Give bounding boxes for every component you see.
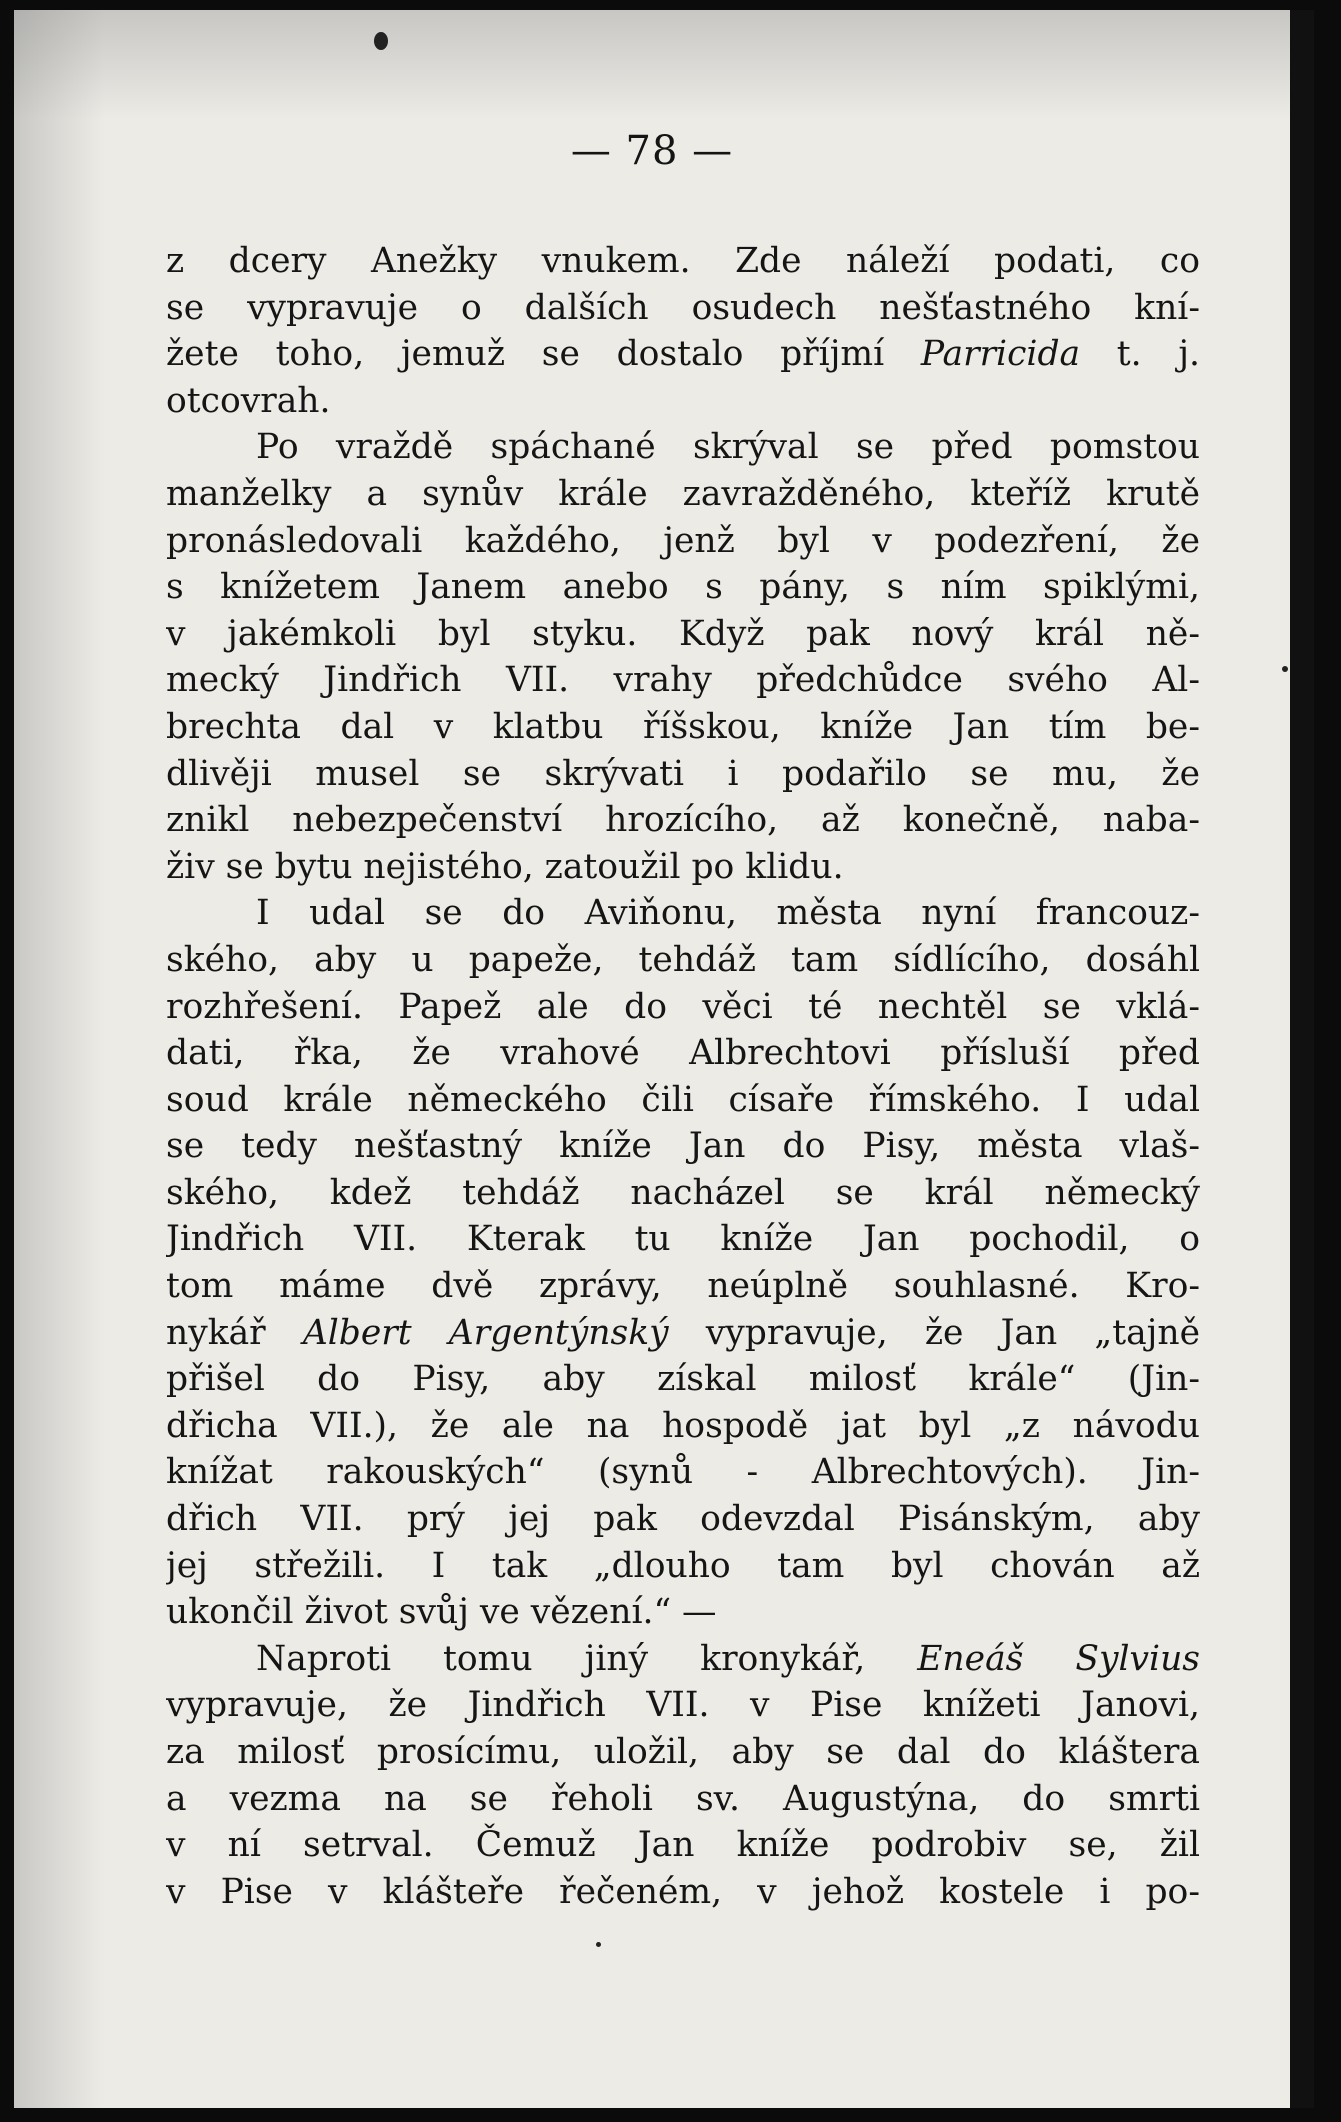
text-segment: vypravuje, že Jan „tajně: [668, 1312, 1200, 1353]
ink-speck: [374, 32, 388, 50]
book-page: [14, 10, 1314, 2108]
text-segment: t. j.: [1080, 334, 1200, 375]
text-line: v ní setrval. Čemuž Jan kníže podrobiv se, žil: [166, 1825, 1200, 1866]
ink-speck: [596, 1942, 601, 1947]
text-line: se tedy nešťastný kníže Jan do Pisy, města vlaš-: [166, 1126, 1200, 1167]
text-line: mecký Jindřich VII. vrahy předchůdce svého Al-: [166, 660, 1200, 701]
text-line: knížat rakouských“ (synů - Albrechtových). Jin-: [166, 1452, 1200, 1493]
text-line: tom máme dvě zprávy, neúplně souhlasné. Kro-: [166, 1266, 1200, 1307]
text-line: Po vraždě spáchané skrýval se před pomstou: [256, 427, 1200, 468]
text-line: soud krále německého čili císaře římského. I udal: [166, 1079, 1200, 1120]
text-line: v Pise v klášteře řečeném, v jehož kostele i po-: [166, 1871, 1200, 1912]
text-line: jej střežili. I tak „dlouho tam byl chován až: [166, 1545, 1200, 1586]
text-line: s knížetem Janem anebo s pány, s ním spiklými,: [166, 567, 1200, 608]
italic-name: Parricida: [920, 334, 1081, 375]
text-line: za milosť prosícímu, uložil, aby se dal do kláštera: [166, 1732, 1200, 1772]
text-line: [166, 331, 1200, 378]
text-line: živ se bytu nejistého, zatoužil po klidu.: [166, 846, 844, 887]
text-segment: Naproti tomu jiný kronykář,: [256, 1638, 918, 1679]
text-line: dati, řka, že vrahové Albrechtovi přísluší před: [166, 1033, 1200, 1074]
text-line: Jindřich VII. Kterak tu kníže Jan pochodil, o: [166, 1219, 1200, 1260]
text-line: z dcery Anežky vnukem. Zde náleží podati, co: [166, 241, 1200, 281]
text-line: přišel do Pisy, aby získal milosť krále“ (Jin-: [166, 1359, 1200, 1400]
italic-name: Eneáš Sylvius: [917, 1638, 1200, 1679]
page-number: — 78 —: [570, 128, 734, 174]
text-line: rozhřešení. Papež ale do věci té nechtěl se vklá-: [166, 986, 1200, 1027]
text-line: ského, kdež tehdáž nacházel se král německý: [166, 1172, 1200, 1213]
ink-speck: [1282, 666, 1288, 672]
text-segment: nykář: [166, 1312, 303, 1353]
text-line: dřicha VII.), že ale na hospodě jat byl „z návodu: [166, 1405, 1200, 1446]
scan-edge-right: [1290, 10, 1314, 2108]
text-line: I udal se do Aviňonu, města nyní francouz-: [256, 893, 1200, 934]
text-line: [166, 1636, 1200, 1683]
body-text: [166, 238, 1200, 1915]
text-line: v jakémkoli byl styku. Když pak nový král ně-: [166, 613, 1200, 654]
text-line: znikl nebezpečenství hrozícího, až konečně, naba-: [166, 800, 1200, 841]
scan-shadow-left: [14, 10, 104, 2108]
text-line: ukončil život svůj ve vězení.“ —: [166, 1592, 717, 1633]
text-line: pronásledovali každého, jenž byl v podezření, že: [166, 520, 1200, 561]
text-line: [166, 1310, 1200, 1357]
text-line: dlivěji musel se skrývati i podařilo se mu, že: [166, 753, 1200, 794]
text-line: vypravuje, že Jindřich VII. v Pise knížeti Janovi,: [166, 1685, 1200, 1726]
text-line: se vypravuje o dalších osudech nešťastného kní-: [166, 287, 1200, 328]
text-line: a vezma na se řeholi sv. Augustýna, do smrti: [166, 1778, 1200, 1819]
italic-name: Albert Argentýnský: [302, 1312, 669, 1353]
text-segment: žete toho, jemuž se dostalo příjmí: [166, 334, 921, 375]
text-line: otcovrah.: [166, 380, 331, 421]
text-line: brechta dal v klatbu říšskou, kníže Jan tím be-: [166, 706, 1200, 747]
text-line: manželky a synův krále zavražděného, kteříž krutě: [166, 473, 1200, 514]
text-line: dřich VII. prý jej pak odevzdal Pisánským, aby: [166, 1499, 1200, 1540]
scan-shadow-top: [14, 10, 1314, 120]
text-line: ského, aby u papeže, tehdáž tam sídlícího, dosáhl: [166, 939, 1200, 980]
